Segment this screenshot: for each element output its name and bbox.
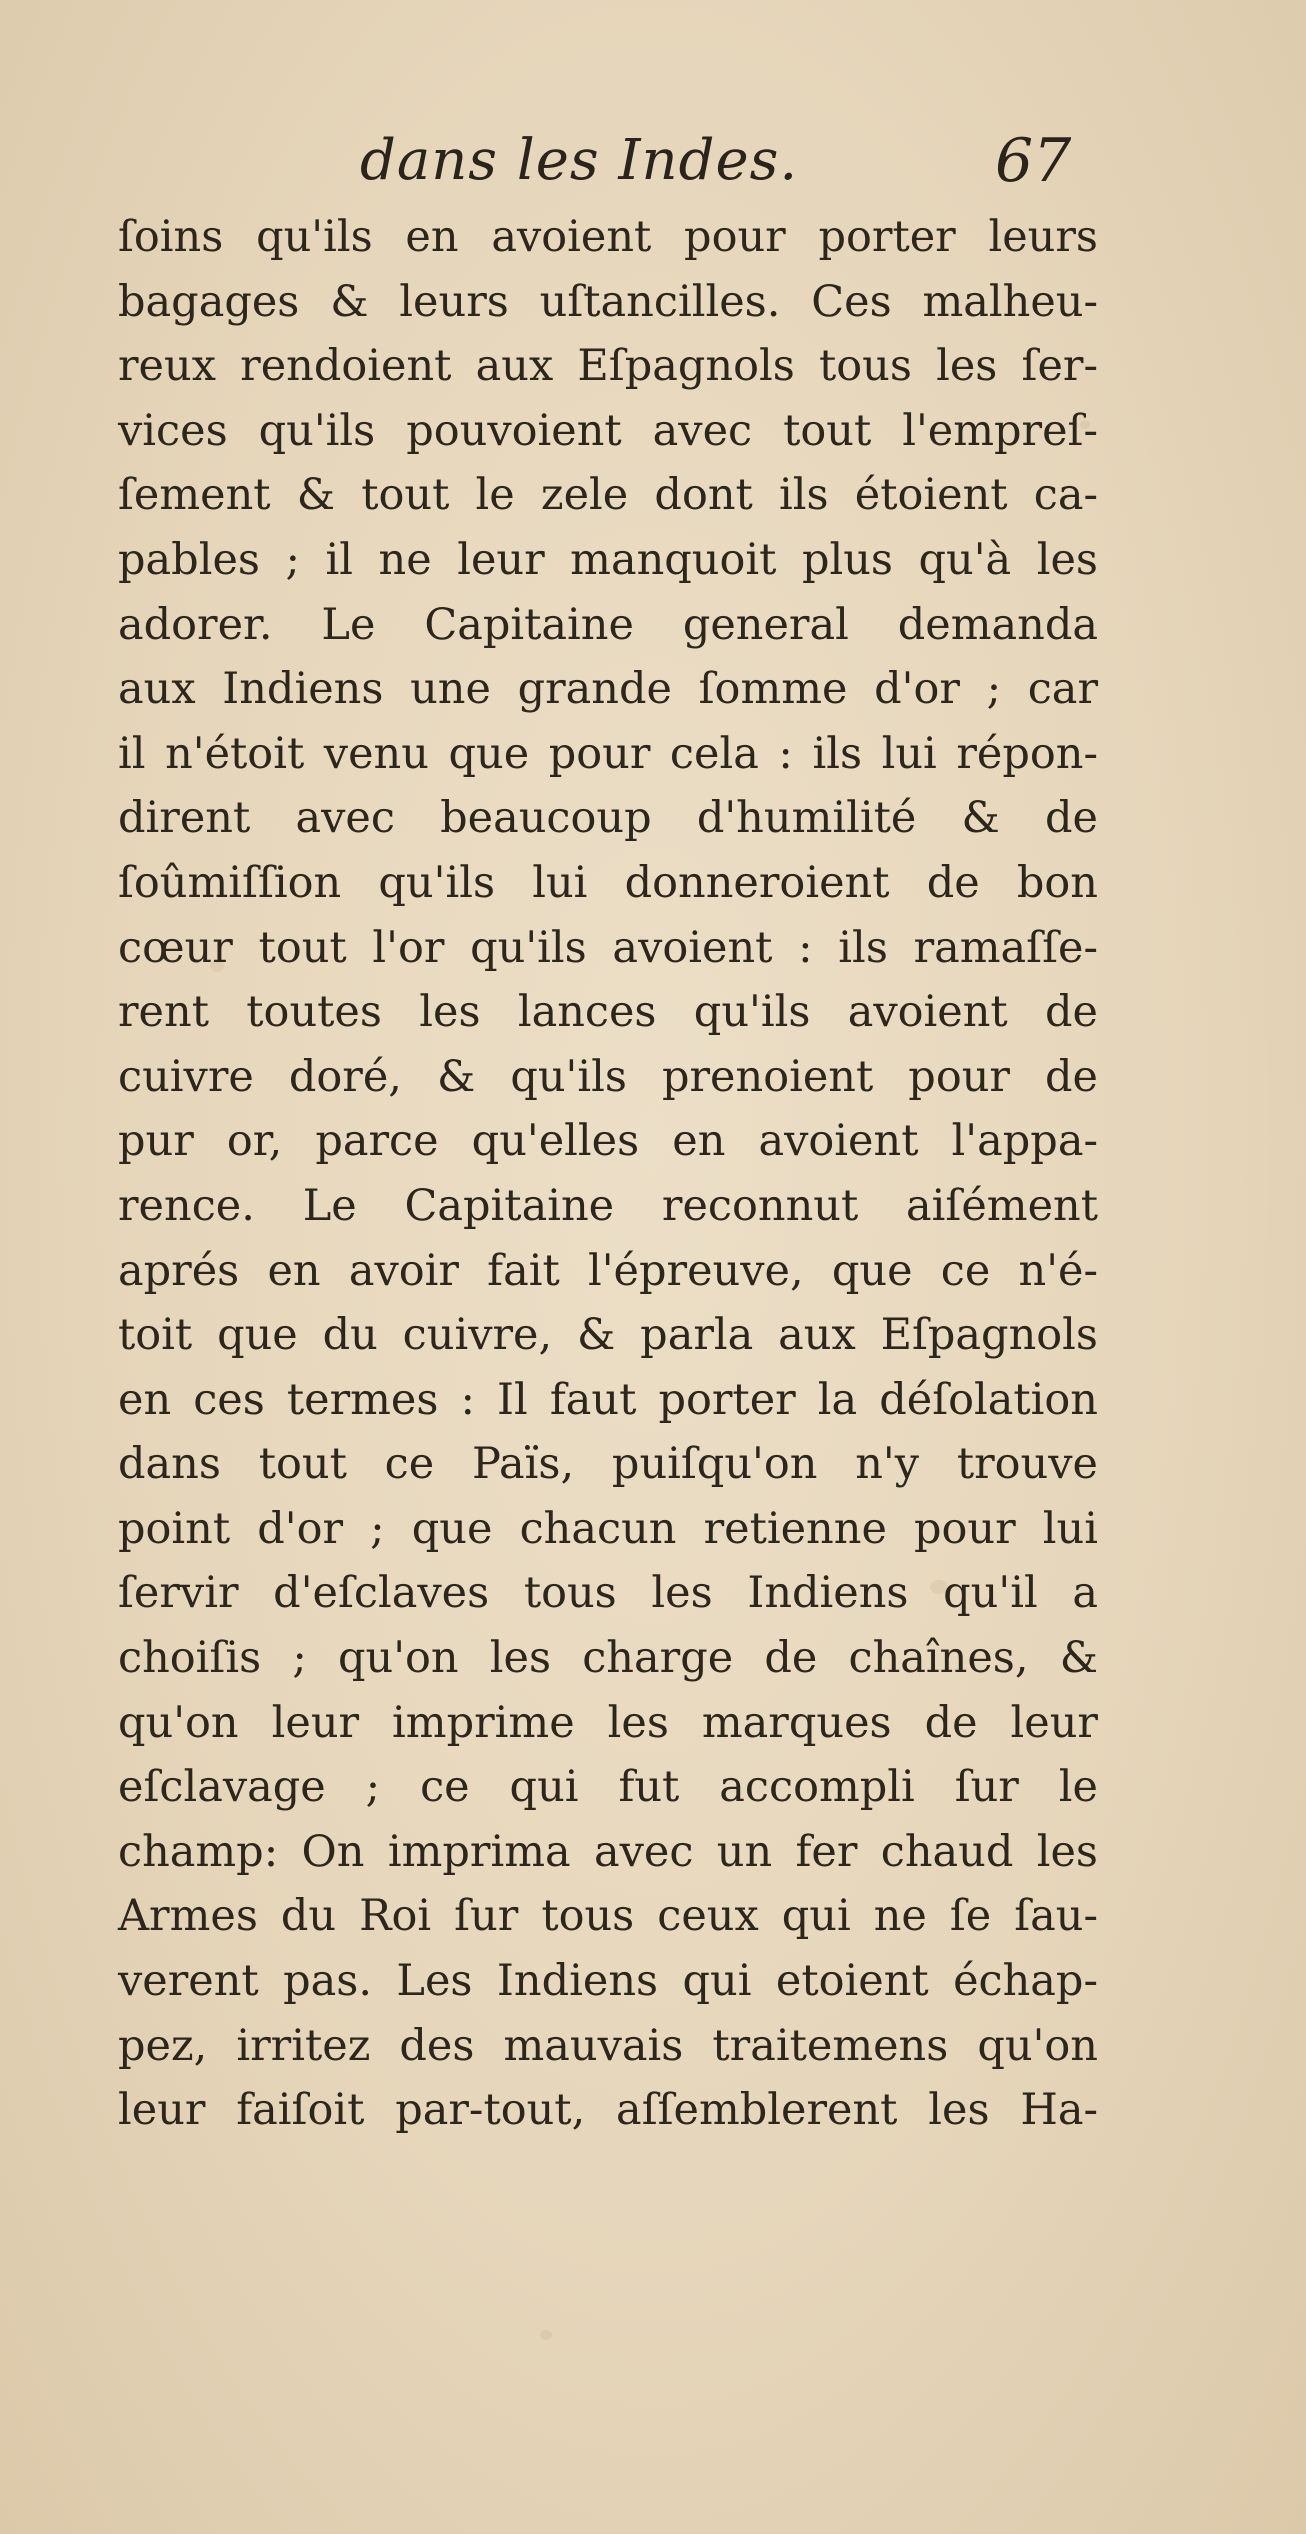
- text-line: bagages & leurs uſtancilles. Ces malheu-: [118, 276, 1098, 327]
- text-line: pur or, parce qu'elles en avoient l'appa-: [118, 1116, 1098, 1167]
- text-line: cuivre doré, & qu'ils prenoient pour de: [118, 1051, 1098, 1102]
- text-line: en ces termes : Il faut porter la déſolation: [118, 1374, 1098, 1425]
- text-line: dirent avec beaucoup d'humilité & de: [118, 793, 1098, 844]
- text-line: vices qu'ils pouvoient avec tout l'empreſ-: [118, 405, 1098, 456]
- text-line: point d'or ; que chacun retienne pour lui: [118, 1503, 1098, 1554]
- text-line: cœur tout l'or qu'ils avoient : ils ramaſſe-: [118, 922, 1098, 973]
- text-line: reux rendoient aux Eſpagnols tous les ſer-: [118, 341, 1098, 392]
- text-line: qu'on leur imprime les marques de leur: [118, 1697, 1098, 1748]
- body-text: [118, 205, 1098, 2143]
- text-line: eſclavage ; ce qui fut accompli ſur le: [118, 1762, 1098, 1813]
- foxing-spot: [540, 2330, 552, 2340]
- text-line: leur faiſoit par-tout, aſſemblerent les Ha-: [118, 2085, 1098, 2136]
- text-line: verent pas. Les Indiens qui etoient échap-: [118, 1956, 1098, 2007]
- text-line: ſervir d'eſclaves tous les Indiens qu'il a: [118, 1568, 1098, 1619]
- text-line: adorer. Le Capitaine general demanda: [118, 599, 1098, 650]
- text-line: toit que du cuivre, & parla aux Eſpagnols: [118, 1310, 1098, 1361]
- text-line: dans tout ce Païs, puiſqu'on n'y trouve: [118, 1439, 1098, 1490]
- text-line: ſoins qu'ils en avoient pour porter leurs: [118, 212, 1098, 262]
- text-line: ſoûmiſſion qu'ils lui donneroient de bon: [118, 857, 1098, 908]
- page-number: 67: [995, 126, 1072, 196]
- text-line: rent toutes les lances qu'ils avoient de: [118, 987, 1098, 1038]
- text-line: ſement & tout le zele dont ils étoient ca-: [118, 470, 1098, 521]
- text-line: pables ; il ne leur manquoit plus qu'à les: [118, 534, 1098, 585]
- text-line: aprés en avoir fait l'épreuve, que ce n'é-: [118, 1245, 1098, 1296]
- text-line: champ: On imprima avec un fer chaud les: [118, 1826, 1098, 1877]
- running-head: dans les Indes.: [360, 128, 799, 193]
- text-line: rence. Le Capitaine reconnut aiſément: [118, 1180, 1098, 1231]
- text-line: pez, irritez des mauvais traitemens qu'on: [118, 2020, 1098, 2071]
- text-line: choiſis ; qu'on les charge de chaînes, &: [118, 1633, 1098, 1684]
- page-header: [0, 118, 1306, 208]
- text-line: il n'étoit venu que pour cela : ils lui répon-: [118, 728, 1098, 779]
- text-line: aux Indiens une grande ſomme d'or ; car: [118, 664, 1098, 715]
- text-line: Armes du Roi ſur tous ceux qui ne ſe ſau-: [118, 1891, 1098, 1942]
